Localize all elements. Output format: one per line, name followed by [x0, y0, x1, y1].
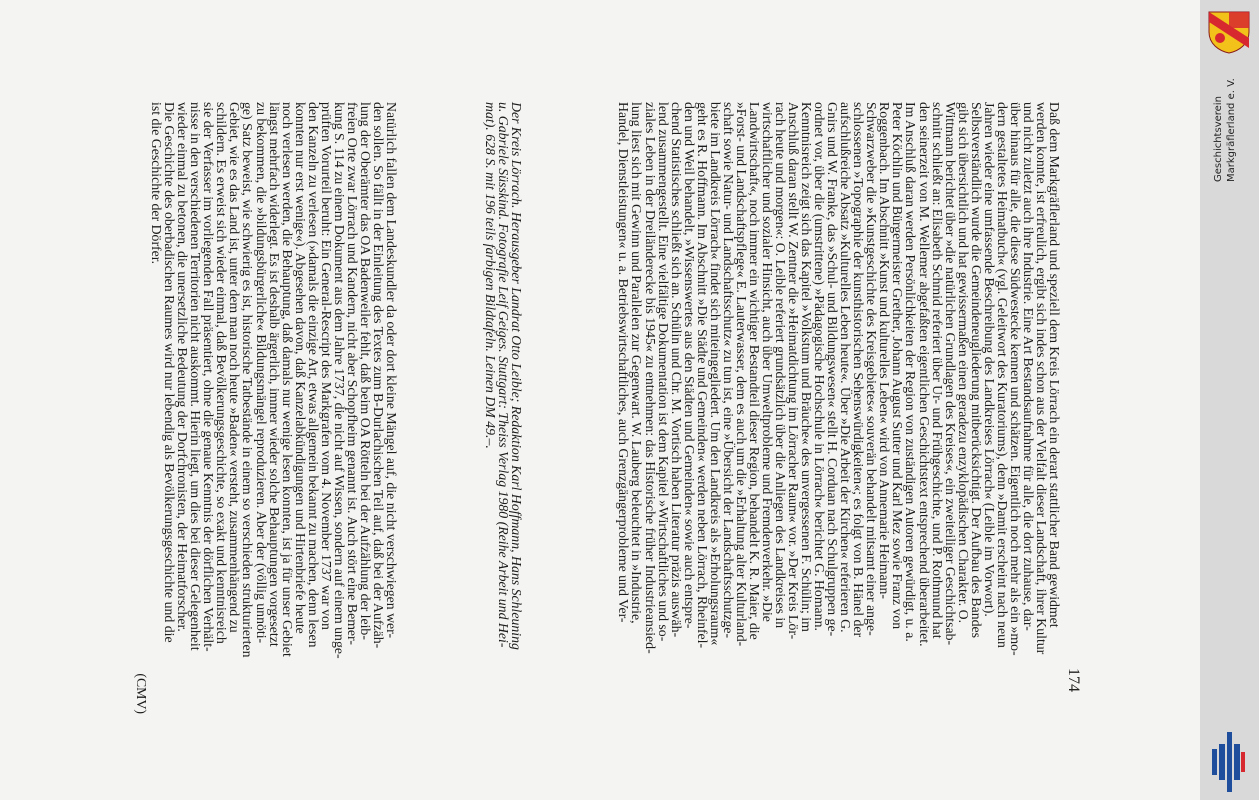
text-line: den sollen. So fällt in der Einleitung des Textes zum B-Durlachischen Teil auf, daß bei der Aufzäh-	[370, 102, 386, 649]
text-line: schlossenen »Topographie der kunsthistorischen Sehenswürdigkeiten«; es folgt von B. Hänel der	[851, 102, 867, 638]
text-line: Gebiet, wie es das Land ist, unter dem man noch heute »Baden« versteht, zusammenhängend zu	[227, 102, 243, 633]
text-line: den seinerzeit von M. Wellemer abgefaßten eigentlichen Geschichtstext entsprechend überarbeitet.	[916, 102, 932, 647]
text-line: »Forst- und Landschaftspflege« E. Lauterwasser, dem es auch um die »Erhaltung alter Kulturland-	[733, 102, 749, 647]
text-line: ist die Geschichte der Dörfer.	[149, 102, 165, 265]
text-line: und nicht zuletzt auch ihre Industrie. Eine Art Bestandsaufnahme für alle, die dort zuhause, dar-	[1020, 102, 1036, 631]
text-line: Daß dem Markgräflerland und speziell dem Kreis Lörrach ein derart stattlicher Band gewidmet	[1047, 102, 1062, 628]
text-line: aufschlußreiche Absatz »Kulturelles Leben heute«. Über »Die Arbeit der Kirchen« referieren G.	[838, 102, 854, 633]
text-line: Landwirtschaft«, noch immer ein wichtiger Bestandteil dieser Region, behandelt K. R. Maier, die	[746, 102, 762, 640]
university-library-logo-icon	[1212, 732, 1246, 792]
text-line: zu bekommen, die »bildungsbürgerliche« Bildungsmängel reproduzieren. Aber der (völlig unnöti-	[253, 102, 269, 644]
text-line: freien Orte zwar Lörrach und Kandern, nicht aber Schopfheim genannt ist. Auch stört eine Bemer-	[344, 102, 360, 645]
text-line: ziales Leben in der Dreiländerecke bis 1945« zu entnehmen: das Historische früher Industrieansied-	[642, 102, 658, 654]
heading-line: mat). 628 S. mit 196 teils farbigen Bildtafeln. Leinen DM 49.–.	[482, 102, 498, 449]
sidebar	[1200, 0, 1259, 800]
text-line: Selbstverständlich wurde die Gemeindeneugliederung mitberücksichtigt. Der Aufbau des Bandes	[968, 102, 984, 639]
text-line: den und Weil behandelt, »Wissenswertes aus den Städten und Gemeinden« sowie auch entspre-	[681, 102, 697, 629]
text-line: Peter Köchlin und Bürgermeister Grether, Johann August Sutter und Karl Mez sowie Franz von	[890, 102, 906, 630]
heading-line: u. Gabriele Süsskind. Fotografie Leif Geiges. Stuttgart: Theiss Verlag 1980 (Reihe Arbeit und Hei-	[495, 102, 511, 648]
society-crest-icon	[1206, 8, 1252, 54]
text-line: längst mehrfach widerlegt. Es ist deshalb ärgerlich, immer wieder solche Behauptungen vorgesetzt	[266, 102, 282, 647]
society-name-line1: Geschichtsverein	[1213, 96, 1224, 182]
text-line: Im Anschluß daran werden Persönlichkeiten der Region von zuständigen Autoren gewürdigt, u. a.	[903, 102, 919, 642]
text-line: schnitt schließt an: Elisabeth Schmid referiert über Ur- und Frühgeschichte, und P. Rothmund hat	[929, 102, 945, 639]
text-line: Anschluß daran stellt W. Zentner die »Heimatdichtung im Lörracher Raum« vor. »Der Kreis Lör-	[786, 102, 802, 640]
text-line: nisse in den verschiedenen Territorien nicht auskommt. Hierin liegt, um dies bei dieser Gelegenheit	[188, 102, 204, 651]
text-line: dern gestaltetes Heimatbuch« (vgl. Geleitwort des Kuratoriums), denn »Damit erscheint nach neun	[994, 102, 1010, 648]
text-line: noch verlesen werden, die Behauptung, daß damals nur wenige lesen konnten, ist ja für unser Gebiet	[279, 102, 295, 657]
text-line: ge) Satz beweist, wie schwierig es ist, historische Tatbestände in einem so verschieden strukturierten	[240, 102, 256, 658]
page-number: 174	[1065, 668, 1082, 692]
text-line: chend Statistisches schließt sich an. Schülin und Chr. M. Vortisch haben Literatur präzis auswäh-	[668, 102, 684, 638]
text-line: wieder einmal zu betonen, die unersetzliche Bedeutung der Dorfchronisten, der Heimatforscher.	[175, 102, 191, 632]
text-line: Kenntnisreich zeigt sich das Kapitel »Volkstum und Bräuche« des unvergessenen F. Schülin; im	[799, 102, 815, 632]
cmv-signature: (CMV)	[134, 673, 149, 714]
text-line: Jahren wieder eine umfassende Beschreibung des Landkreises Lörrach« (Leible im Vorwort).	[981, 102, 997, 617]
text-line: lung der Oberämter das OA Badenweiler fehlt, daß beim OA Rötteln bei der Aufzählung der leib-	[357, 102, 373, 640]
society-name-line2: Markgräflerland e. V.	[1226, 78, 1237, 182]
text-line: rach heute und morgen«: O. Leible referiert grundsätzlich über die Anliegen des Landkreises in	[773, 102, 789, 629]
text-line: lung liest sich mit Gewinn und Parallelen zur Gegenwart. W. Lauberg beleuchtet in »Industrie,	[629, 102, 645, 624]
text-line: schildern. Es erweist sich wieder einmal, daß Bevölkerungsgeschichte, so exakt und kenntnisreich	[214, 102, 230, 644]
review-heading-lines	[484, 102, 523, 714]
text-line: wirtschaftlicher und sozialer Hinsicht, auch über Umweltprobleme und Fremdenverkehr. »Die	[759, 102, 775, 622]
text-line: über hinaus für alle, die diese Südwestecke kennen und schätzen. Eigentlich noch mehr als ein »mo-	[1007, 102, 1023, 656]
review-body-lines	[617, 102, 1061, 714]
text-line: prüften Vorurteil beruht: Ein General-Rescript des Markgrafen vom 4. November 1737 war von	[318, 102, 334, 630]
text-line: lend zusammengestellt. Eine vielfältige Dokumentation ist dem Kapitel »Wirtschaftliches und so-	[655, 102, 671, 642]
text-line: Handel, Dienstleistungen« u. a. Betriebswirtschaftliches, auch Grenzgängerprobleme und Ver-	[616, 102, 632, 623]
text-line: Roggenbach. Im Abschnitt »Kunst und kulturelles Leben« wird von Annemarie Heimann-	[877, 102, 893, 599]
cmv-paragraph-lines	[150, 102, 398, 714]
text-line: Wittmann berichtet über »die natürlichen Grundlagen des Kreises«, ein zweiteiliger Geschichtsab-	[942, 102, 958, 646]
text-line: den Kanzeln zu verlesen (»damals die einzige Art, etwas allgemein bekannt zu machen, denn lesen	[305, 102, 321, 648]
text-line: Gnirs und W. Franke, das »Schul- und Bildungswesen« stellt H. Corduan nach Schulgruppen ge-	[825, 102, 841, 637]
text-line: ordnet vor, über die (umstrittene) »Pädagogische Hochschule in Lörrach« berichtet G. Homann.	[812, 102, 828, 631]
text-line: kung S. 114 zu einem Dokument aus dem Jahre 1737, die nicht auf Wissen, sondern auf einem unge-	[331, 102, 347, 659]
text-line: biete im Landkreis Lörrach« findet sich miteingegliedert. Um den Landkreis als »Erholungsraum«	[707, 102, 723, 646]
text-line: werden konnte, ist erfreulich, ergibt sich indes schon aus der Vielfalt dieser Landschaft, ihrer Kultur	[1033, 102, 1049, 655]
text-line: konnten nur erst wenige«). Abgesehen davon, daß Kanzelabkündigungen und Hirtenbriefe heute	[292, 102, 308, 634]
text-line: Natürlich fallen dem Landeskundler da oder dort kleine Mängel auf, die nicht verschwiegen wer-	[384, 102, 399, 639]
text-line: sie der Verfasser im vorliegenden Fall präsentiert, ohne die genaue Kenntnis der dörflichen Verhält-	[201, 102, 217, 652]
text-line: Schwarzweber die »Kunstgeschichte des Kreisgebietes« souverän behandelt mitsamt einer ange-	[864, 102, 880, 636]
text-line: gibt sich übersichtlich und hat gewissermaßen einen geradezu enzyklopädischen Charakter. O.	[955, 102, 971, 624]
text-line: geht es R. Hoffmann. Im Abschnitt »Die Städte und Gemeinden« werden neben Lörrach, Rheinfel-	[694, 102, 710, 649]
text-line: schaft sowie Natur- und Landschaftsschutz« zu tun ist, eine »Übersicht der Landschaftsschutzge-	[720, 102, 736, 639]
heading-line: Der Kreis Lörrach. Herausgeber Landrat Otto Leible; Redaktion Karl Hoffmann, Hans Schleuning	[509, 102, 524, 650]
text-line: Die Geschichte des oberbadischen Raumes wird nur lebendig als Bevölkerungsgeschichte und die	[162, 102, 178, 643]
